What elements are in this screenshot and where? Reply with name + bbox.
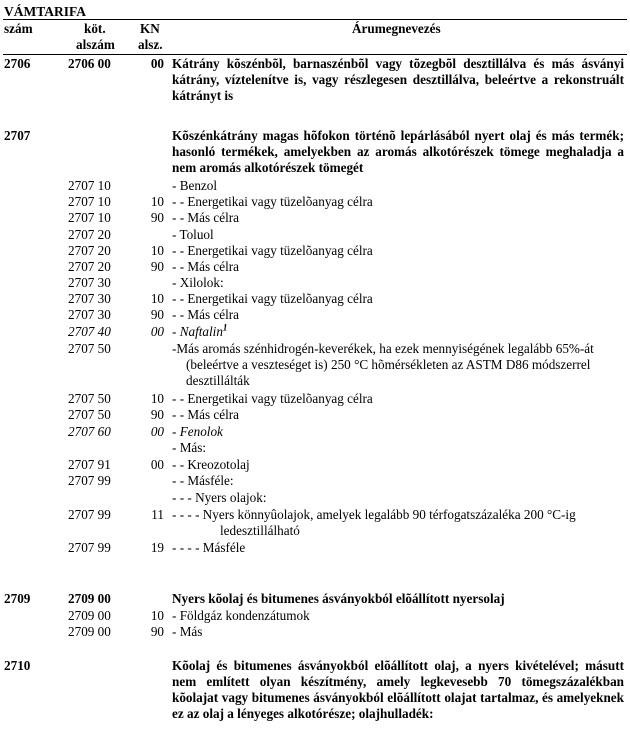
subheading-code: 2707 30 xyxy=(68,275,111,290)
subheading-code: 2707 60 xyxy=(68,424,111,439)
kn-code: 90 xyxy=(150,407,164,422)
subheading-code: 2707 91 xyxy=(68,457,111,472)
kn-code: 10 xyxy=(150,391,164,406)
subheading-code: 2707 20 xyxy=(68,259,111,274)
description-text: - Naftalin xyxy=(172,324,223,339)
description: - Toluol xyxy=(172,227,214,242)
kn-code: 10 xyxy=(150,291,164,306)
subheading-code: 2707 50 xyxy=(68,391,111,406)
description: - Fenolok xyxy=(172,424,223,439)
subheading-code: 2706 00 xyxy=(68,56,111,71)
subheading-code: 2707 30 xyxy=(68,307,111,322)
header-arumegnevezes: Árumegnevezés xyxy=(352,21,441,36)
heading-code: 2709 xyxy=(4,591,31,606)
subheading-code: 2707 30 xyxy=(68,291,111,306)
kn-code: 00 xyxy=(150,56,164,71)
subheading-code: 2707 20 xyxy=(68,227,111,242)
kn-code: 00 xyxy=(150,324,164,339)
subheading-code: 2709 00 xyxy=(68,608,111,623)
description: - - Más célra xyxy=(172,407,239,422)
footnote-marker: 1 xyxy=(222,322,228,333)
header-kn-line1: KN xyxy=(140,21,160,36)
heading-code: 2706 xyxy=(4,56,31,71)
description: - Benzol xyxy=(172,178,218,193)
description: Kátrány kõszénbõl, barnaszénbõl vagy tõzegbõl desztillálva és más ásványi kátrány, víztelenítve is, vagy részlegesen desztillálva, beleértve a rekonstruált kátrányt is xyxy=(172,56,624,103)
subheading-code: 2707 10 xyxy=(68,178,111,193)
description: - - Energetikai vagy tüzelõanyag célra xyxy=(172,291,373,306)
description: - Más xyxy=(172,624,203,639)
subheading-code: 2707 99 xyxy=(68,507,111,522)
subheading-code: 2707 10 xyxy=(68,210,111,225)
description: Kõszénkátrány magas hõfokon történõ lepárlásából nyert olaj és más termék; hasonló termékek, amelyekben az aromás alkotórészek tömege meghaladja a nem aromás alkotórészek tömegét xyxy=(172,128,624,175)
description: - - Más célra xyxy=(172,259,239,274)
description: - Más: xyxy=(172,440,207,455)
subheading-code: 2707 99 xyxy=(68,473,111,488)
subheading-code: 2707 10 xyxy=(68,194,111,209)
description xyxy=(172,324,624,340)
description: - - Más célra xyxy=(172,307,239,322)
description: - - - - Másféle xyxy=(172,540,246,555)
kn-code: 11 xyxy=(151,507,164,522)
heading-code: 2710 xyxy=(4,658,31,673)
kn-code: 19 xyxy=(150,540,164,555)
subheading-code: 2707 50 xyxy=(68,341,111,356)
kn-code: 90 xyxy=(150,210,164,225)
description: - - - Nyers olajok: xyxy=(172,490,267,505)
subheading-code: 2707 20 xyxy=(68,243,111,258)
heading-code: 2707 xyxy=(4,128,31,143)
description: - - - - Nyers könnyûolajok, amelyek legalább 90 térfogatszázaléka 200 °C-ig ledesztillálható xyxy=(172,507,576,538)
header-kot-line1: köt. xyxy=(84,21,106,36)
description: - - Energetikai vagy tüzelõanyag célra xyxy=(172,391,373,406)
description: - - Energetikai vagy tüzelõanyag célra xyxy=(172,243,373,258)
header-kot-line2: alszám xyxy=(76,37,115,52)
kn-code: 10 xyxy=(150,608,164,623)
subheading-code: 2709 00 xyxy=(68,591,111,606)
description: - Xilolok: xyxy=(172,275,224,290)
description: Kõolaj és bitumenes ásványokból elõállított olaj, a nyers kivételével; másutt nem említett olyan készítmény, amely legkevesebb 70 tömegszázalékban kõolajat vagy bitumenes ásványokból elõállított olajat tartalmaz, és amelyeknek ez az olaj a lényeges alkotórésze; olajhulladék: xyxy=(172,658,624,721)
header-kn-line2: alsz. xyxy=(138,37,163,52)
kn-code: 90 xyxy=(150,259,164,274)
document-title: VÁMTARIFA xyxy=(4,4,86,19)
description: - - Más célra xyxy=(172,210,239,225)
description: -Más aromás szénhidrogén-keverékek, ha ezek mennyiségének legalább 65%-át (beleértve a veszteséget is) 250 °C hõmérsékleten az ASTM D86 módszerrel desztillálták xyxy=(172,341,594,388)
description: - - Másféle: xyxy=(172,473,234,488)
subheading-code: 2709 00 xyxy=(68,624,111,639)
header-bottom-rule xyxy=(3,54,627,55)
subheading-code: 2707 40 xyxy=(68,324,111,339)
kn-code: 10 xyxy=(150,194,164,209)
description: Nyers kõolaj és bitumenes ásványokból elõállított nyersolaj xyxy=(172,591,505,606)
kn-code: 00 xyxy=(150,457,164,472)
header-top-rule xyxy=(3,19,627,20)
description: - - Kreozotolaj xyxy=(172,457,250,472)
kn-code: 90 xyxy=(150,624,164,639)
kn-code: 00 xyxy=(150,424,164,439)
description: - - Energetikai vagy tüzelõanyag célra xyxy=(172,194,373,209)
header-szam: szám xyxy=(4,21,33,36)
kn-code: 90 xyxy=(150,307,164,322)
subheading-code: 2707 99 xyxy=(68,540,111,555)
kn-code: 10 xyxy=(150,243,164,258)
description: - Földgáz kondenzátumok xyxy=(172,608,310,623)
subheading-code: 2707 50 xyxy=(68,407,111,422)
